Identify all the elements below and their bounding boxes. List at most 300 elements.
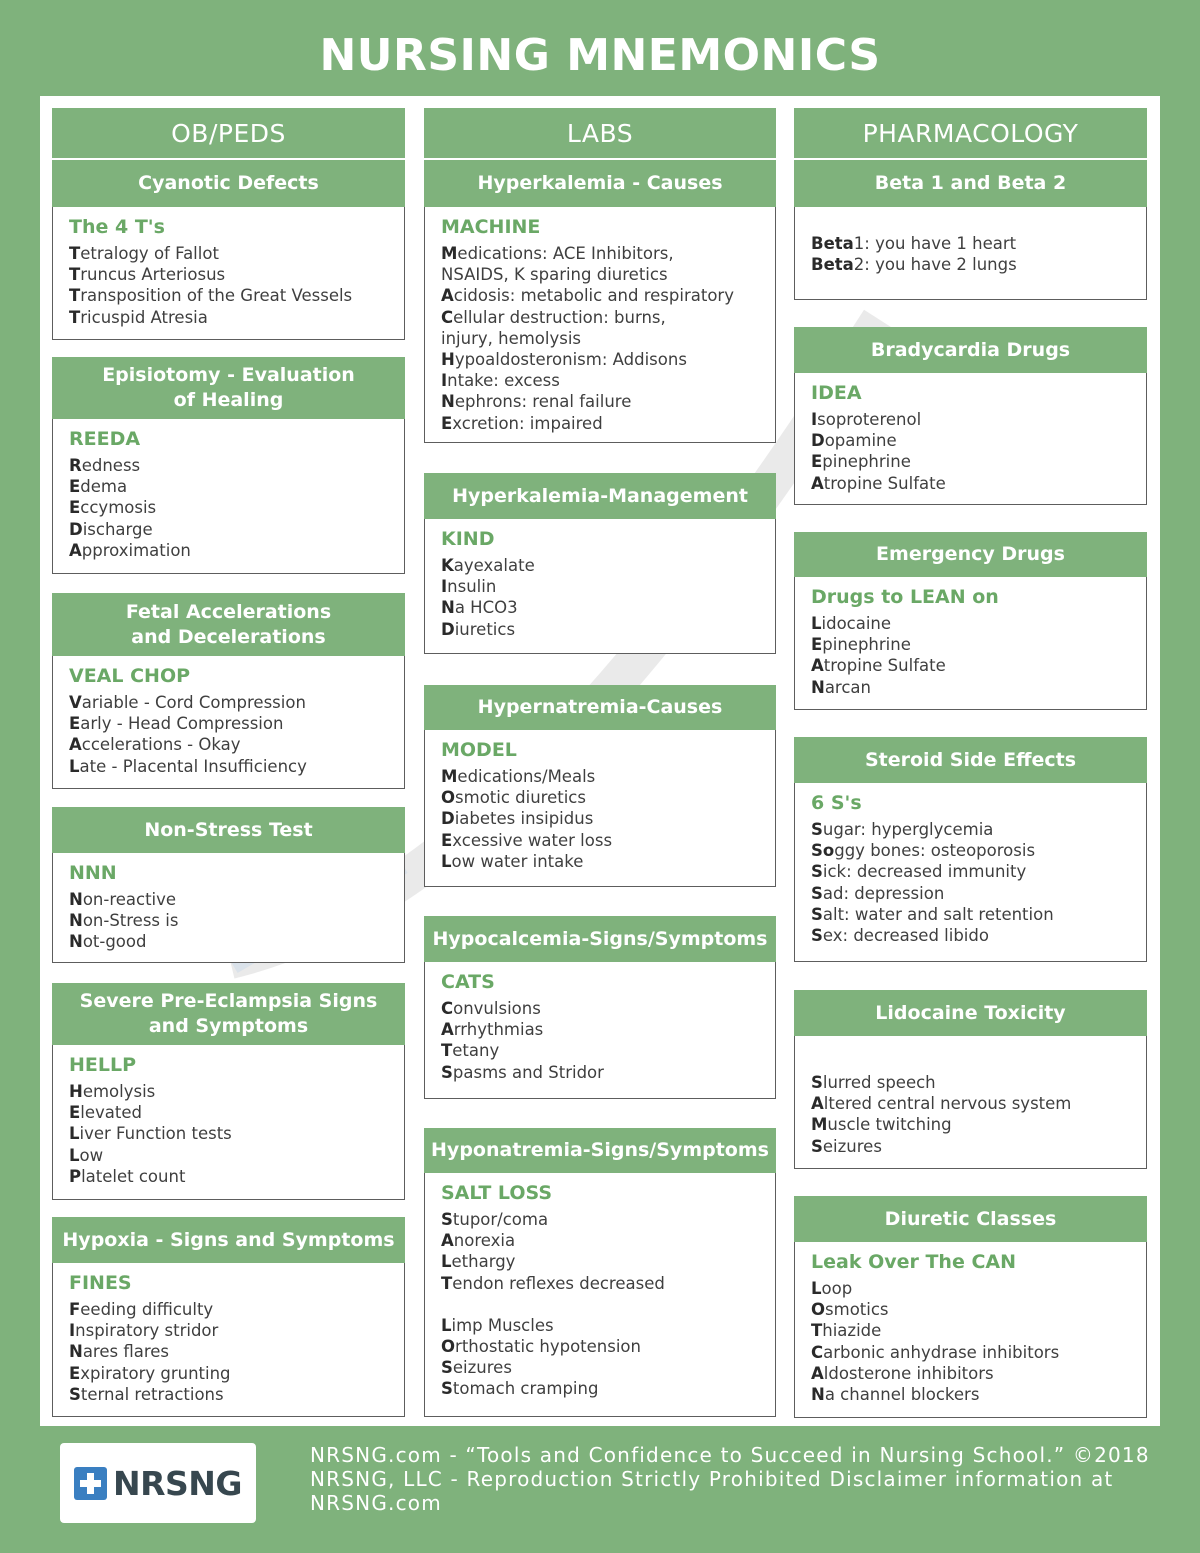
mnemonic-letter: A — [441, 1231, 454, 1251]
column-header-ob-peds: OB/PEDS — [52, 108, 405, 158]
mnemonic-letter: T — [69, 265, 81, 285]
mnemonic-letter: A — [811, 1094, 824, 1114]
list-item — [441, 830, 775, 851]
card-body-beta — [794, 207, 1147, 300]
card-title — [80, 989, 378, 1039]
card-body-lidocaine — [794, 1036, 1147, 1169]
card-body-cyanotic — [52, 207, 405, 340]
list-item — [69, 264, 404, 285]
list-item — [811, 904, 1146, 925]
list-item — [811, 451, 1146, 472]
mnemonic-letter: T — [811, 1321, 823, 1341]
list-item — [69, 1123, 404, 1144]
item-text: etany — [452, 1041, 500, 1061]
item-text: pproximation — [81, 540, 191, 560]
item-text: on-reactive — [82, 890, 177, 909]
mnemonic-heading: NNN — [69, 862, 117, 884]
list-item — [811, 1114, 1146, 1135]
mnemonic-heading: FINES — [69, 1272, 132, 1294]
list-item — [69, 1145, 404, 1166]
item-text: ccelerations - Okay — [81, 735, 241, 755]
mnemonic-letter: O — [441, 788, 456, 808]
card-title-line: of Healing — [173, 389, 284, 411]
mnemonic-letter: S — [811, 904, 823, 924]
item-text: endon reflexes decreased — [452, 1273, 665, 1293]
card-title: Beta 1 and Beta 2 — [874, 172, 1067, 194]
list-item — [441, 1209, 775, 1230]
mnemonic-letter: A — [69, 735, 82, 755]
list-item — [441, 597, 775, 618]
mnemonic-letter: R — [69, 456, 82, 475]
mnemonic-letter: C — [811, 1342, 824, 1362]
item-text: 1: you have 1 heart — [853, 234, 1017, 253]
item-text: norexia — [453, 1231, 516, 1251]
card-title: Cyanotic Defects — [138, 172, 319, 194]
item-text: a HCO3 — [454, 598, 518, 618]
list-item — [69, 540, 404, 561]
item-text: eizures — [452, 1358, 512, 1378]
mnemonic-letter: E — [811, 452, 823, 472]
mnemonic-letter: A — [69, 540, 82, 560]
list-item — [441, 349, 775, 370]
item-text: tropine Sulfate — [823, 473, 946, 493]
item-text: nsulin — [447, 577, 497, 597]
item-text: tropine Sulfate — [823, 656, 946, 676]
item-text: iuretics — [454, 619, 516, 639]
list-item — [441, 1251, 775, 1272]
list-item — [69, 1081, 404, 1102]
mnemonic-letter: E — [69, 477, 81, 497]
list-item — [441, 555, 775, 576]
list-item — [441, 1040, 775, 1061]
mnemonic-heading: Leak Over The CAN — [811, 1251, 1017, 1273]
item-text: runcus Arteriosus — [80, 265, 226, 285]
list-item — [811, 840, 1146, 861]
list-item — [811, 409, 1146, 430]
column-header-pharmacology: PHARMACOLOGY — [794, 108, 1147, 158]
card-body-preeclampsia — [52, 1045, 405, 1200]
list-item — [69, 497, 404, 518]
item-text: ephrons: renal failure — [454, 392, 632, 412]
item-text: ternal retractions — [80, 1384, 224, 1404]
mnemonic-letter: E — [441, 413, 453, 433]
mnemonic-letter: L — [69, 756, 80, 776]
item-text: soproterenol — [817, 410, 922, 429]
card-title-line: and Symptoms — [148, 1015, 309, 1037]
card-body-hypern_causes — [424, 730, 776, 887]
card-header-hypoxia — [52, 1217, 405, 1263]
mnemonic-letter: I — [69, 1321, 76, 1341]
mnemonic-letter: H — [441, 350, 455, 370]
item-text: tomach cramping — [452, 1379, 599, 1399]
item-text: lurred speech — [822, 1073, 936, 1092]
list-item — [811, 819, 1146, 840]
mnemonic-letter: T — [69, 244, 81, 263]
list-item — [811, 677, 1146, 698]
card-title — [126, 600, 331, 650]
mnemonic-heading: REEDA — [69, 428, 141, 450]
item-text: 2: you have 2 lungs — [853, 255, 1017, 275]
mnemonic-letter: K — [441, 556, 454, 575]
card-body-diuretic — [794, 1242, 1147, 1418]
logo-text: NRSNG — [112, 1463, 242, 1503]
mnemonic-letter: S — [811, 926, 823, 946]
item-text: dema — [80, 477, 128, 497]
item-text: ricuspid Atresia — [80, 307, 208, 327]
page-title: NURSING MNEMONICS — [319, 30, 881, 81]
mnemonic-letter: L — [441, 1252, 452, 1272]
item-text: ldosterone inhibitors — [823, 1363, 994, 1383]
mnemonic-heading: SALT LOSS — [441, 1182, 553, 1204]
item-text: NSAIDS, K sparing diuretics — [441, 265, 668, 285]
list-item — [811, 1136, 1146, 1157]
item-text: pinephrine — [822, 452, 911, 472]
item-text: alt: water and salt retention — [822, 904, 1054, 924]
list-item — [441, 1019, 775, 1040]
list-item — [811, 1072, 1146, 1093]
mnemonic-letter: E — [69, 1103, 81, 1123]
card-title: Steroid Side Effects — [864, 748, 1076, 771]
mnemonic-letter: C — [441, 999, 454, 1018]
item-text: ariable - Cord Compression — [81, 693, 306, 712]
card-title-line: Episiotomy - Evaluation — [102, 364, 355, 386]
list-item — [811, 254, 1146, 275]
item-text: edness — [81, 456, 141, 475]
card-header-diuretic — [794, 1196, 1147, 1242]
mnemonic-letter: M — [441, 244, 458, 263]
list-item — [811, 1278, 1146, 1299]
mnemonic-letter: S — [441, 1358, 453, 1378]
card-title: Lidocaine Toxicity — [875, 1001, 1066, 1024]
card-title: Emergency Drugs — [876, 543, 1065, 565]
card-body-steroid — [794, 783, 1147, 962]
mnemonic-letter: A — [441, 1020, 454, 1040]
mnemonic-letter: S — [441, 1210, 453, 1229]
list-item — [441, 851, 775, 872]
mnemonic-heading: KIND — [441, 528, 495, 550]
item-text: eeding difficulty — [80, 1300, 214, 1319]
mnemonic-letter: N — [69, 890, 83, 909]
list-item — [69, 476, 404, 497]
card-body-emergency — [794, 577, 1147, 710]
mnemonic-letter: S — [811, 820, 823, 839]
item-text: opamine — [824, 431, 897, 451]
item-text: xpiratory grunting — [80, 1363, 231, 1383]
item-text: uscle twitching — [827, 1115, 952, 1135]
mnemonic-heading: VEAL CHOP — [69, 665, 191, 687]
card-header-cyanotic — [52, 160, 405, 207]
mnemonic-letter: E — [69, 714, 81, 734]
mnemonic-letter: L — [69, 1124, 80, 1144]
item-text: ot-good — [82, 932, 147, 952]
mnemonic-heading: IDEA — [811, 382, 862, 404]
item-text: eizures — [822, 1136, 882, 1156]
item-text: rrhythmias — [453, 1020, 544, 1040]
mnemonic-letter: E — [69, 1363, 81, 1383]
mnemonic-letter: N — [69, 1342, 83, 1362]
card-title: Hyperkalemia - Causes — [477, 172, 723, 194]
mnemonic-letter: So — [811, 841, 835, 861]
list-item — [811, 1320, 1146, 1341]
item-text: smotics — [825, 1300, 889, 1320]
nrsng-logo[interactable] — [60, 1443, 256, 1523]
card-title: Hypernatremia-Causes — [477, 696, 723, 718]
list-item — [441, 1062, 775, 1083]
list-item — [441, 1273, 775, 1294]
card-body-episiotomy — [52, 419, 405, 574]
list-item — [811, 655, 1146, 676]
list-item — [441, 1357, 775, 1378]
card-body-hyperk_causes — [424, 207, 776, 443]
list-item — [69, 243, 404, 264]
list-item — [441, 391, 775, 412]
item-text: arly - Head Compression — [80, 714, 284, 734]
mnemonic-letter: S — [69, 1384, 81, 1404]
card-header-nst — [52, 807, 405, 853]
mnemonic-letter: P — [69, 1166, 82, 1186]
list-item — [441, 285, 775, 306]
card-title: Bradycardia Drugs — [870, 338, 1071, 361]
mnemonic-letter: T — [69, 286, 81, 306]
list-item — [811, 1299, 1146, 1320]
column-header-labs: LABS — [424, 108, 776, 158]
item-text: rthostatic hypotension — [455, 1337, 641, 1357]
list-item — [811, 883, 1146, 904]
card-body-hypoca — [424, 962, 776, 1099]
list-item — [441, 619, 775, 640]
list-item — [69, 889, 404, 910]
mnemonic-letter: L — [811, 1279, 822, 1298]
list-item — [441, 307, 775, 328]
card-header-hypern_causes — [424, 685, 776, 730]
list-item — [811, 1093, 1146, 1114]
item-text: iver Function tests — [79, 1124, 232, 1144]
card-header-hypoca — [424, 916, 776, 962]
list-item — [811, 861, 1146, 882]
mnemonic-letter: N — [69, 932, 83, 952]
item-text: on-Stress is — [82, 911, 179, 931]
mnemonic-letter: N — [811, 677, 825, 697]
list-item — [441, 998, 775, 1019]
card-title: Non-Stress Test — [144, 818, 313, 841]
item-text: arbonic anhydrase inhibitors — [823, 1342, 1060, 1362]
card-title: Hyperkalemia-Management — [452, 484, 748, 507]
mnemonic-letter: S — [441, 1062, 453, 1082]
card-header-brady — [794, 327, 1147, 373]
item-text: imp Muscles — [451, 1315, 554, 1335]
item-text: ntake: excess — [447, 371, 560, 391]
mnemonic-letter: O — [811, 1300, 826, 1320]
mnemonic-letter: D — [811, 431, 825, 451]
list-item — [811, 1363, 1146, 1384]
item-text: emolysis — [82, 1082, 156, 1101]
mnemonic-letter: M — [811, 1115, 828, 1135]
item-text: ypoaldosteronism: Addisons — [454, 350, 687, 370]
mnemonic-letter: M — [441, 767, 458, 786]
item-text: smotic diuretics — [455, 788, 586, 808]
list-item — [69, 713, 404, 734]
card-body-nst — [52, 853, 405, 963]
mnemonic-letter: I — [441, 371, 448, 391]
item-text: ethargy — [451, 1252, 516, 1272]
card-header-steroid — [794, 737, 1147, 783]
mnemonic-letter: D — [441, 809, 455, 829]
list-item — [69, 1363, 404, 1384]
item-text: levated — [80, 1103, 142, 1123]
list-item — [441, 1336, 775, 1357]
item-text: injury, hemolysis — [441, 328, 582, 348]
item-text: ares flares — [82, 1342, 170, 1362]
list-item — [811, 473, 1146, 494]
list-item — [69, 734, 404, 755]
item-text: pasms and Stridor — [452, 1062, 604, 1082]
mnemonic-letter: N — [441, 598, 455, 618]
mnemonic-letter: Beta — [811, 255, 854, 275]
list-item — [441, 243, 775, 264]
card-body-fetal — [52, 656, 405, 789]
item-text: idocaine — [821, 614, 892, 633]
list-item — [441, 1378, 775, 1399]
mnemonic-letter: S — [441, 1379, 453, 1399]
mnemonic-letter: S — [811, 1136, 823, 1156]
item-text: xcessive water loss — [452, 830, 613, 850]
list-item — [69, 1384, 404, 1405]
mnemonic-letter: L — [811, 614, 822, 633]
list-item — [441, 766, 775, 787]
mnemonic-letter: T — [441, 1273, 453, 1293]
item-text: ow water intake — [451, 851, 584, 871]
item-text: hiazide — [822, 1321, 882, 1341]
card-title: Diuretic Classes — [884, 1207, 1057, 1230]
item-text: ggy bones: osteoporosis — [834, 841, 1036, 861]
card-body-hyperk_mgmt — [424, 519, 776, 654]
mnemonic-heading: MACHINE — [441, 216, 541, 238]
spacer — [441, 1294, 775, 1315]
mnemonic-letter: T — [441, 1041, 453, 1061]
mnemonic-letter: F — [69, 1300, 81, 1319]
card-title-line: Fetal Accelerations — [125, 600, 332, 623]
mnemonic-heading: Drugs to LEAN on — [811, 586, 999, 608]
list-item — [441, 370, 775, 391]
mnemonic-letter: C — [441, 307, 454, 327]
card-header-fetal — [52, 593, 405, 656]
list-item — [441, 1315, 775, 1336]
list-item — [69, 931, 404, 952]
item-text: edications: ACE Inhibitors, — [457, 244, 674, 263]
item-text: pinephrine — [822, 635, 911, 655]
mnemonic-letter: D — [69, 519, 83, 539]
mnemonic-letter: L — [441, 1315, 452, 1335]
item-text: iabetes insipidus — [454, 809, 594, 829]
list-item — [811, 1342, 1146, 1363]
list-item — [69, 307, 404, 328]
list-item — [69, 910, 404, 931]
list-item — [69, 1299, 404, 1320]
mnemonic-letter: N — [69, 911, 83, 931]
item-text: ayexalate — [453, 556, 535, 575]
card-header-lidocaine — [794, 990, 1147, 1036]
mnemonic-heading: MODEL — [441, 739, 517, 761]
card-header-hyperk_causes — [424, 160, 776, 207]
card-body-hypoxia — [52, 1263, 405, 1417]
mnemonic-letter: I — [811, 410, 818, 429]
item-text: ccymosis — [80, 498, 157, 518]
list-item — [441, 808, 775, 829]
mnemonic-letter: O — [441, 1337, 456, 1357]
item-text: ischarge — [82, 519, 153, 539]
card-title: Hypocalcemia-Signs/Symptoms — [432, 927, 768, 950]
list-item — [811, 1384, 1146, 1405]
mnemonic-heading: CATS — [441, 971, 495, 993]
list-item — [441, 413, 775, 434]
list-item — [811, 634, 1146, 655]
mnemonic-letter: S — [811, 862, 823, 882]
list-item — [811, 233, 1146, 254]
item-text: cidosis: metabolic and respiratory — [453, 286, 734, 306]
item-text: ransposition of the Great Vessels — [80, 286, 353, 306]
list-item — [69, 1320, 404, 1341]
mnemonic-letter: A — [811, 473, 824, 493]
mnemonic-letter: H — [69, 1082, 83, 1101]
mnemonic-letter: E — [811, 635, 823, 655]
item-text: onvulsions — [453, 999, 541, 1018]
mnemonic-letter: V — [69, 693, 82, 712]
list-item — [69, 519, 404, 540]
card-header-hypona — [424, 1128, 776, 1173]
item-text: ate - Placental Insufficiency — [79, 756, 307, 776]
item-text: ad: depression — [822, 883, 945, 903]
list-item — [811, 925, 1146, 946]
mnemonic-letter: Beta — [811, 234, 854, 253]
plus-icon — [74, 1467, 107, 1500]
list-item — [69, 1341, 404, 1362]
card-title-line: Severe Pre-Eclampsia Signs — [79, 990, 378, 1012]
mnemonic-letter: E — [441, 830, 453, 850]
card-title: Hyponatremia-Signs/Symptoms — [431, 1139, 769, 1161]
item-text: a channel blockers — [824, 1385, 980, 1405]
list-item — [69, 1102, 404, 1123]
card-title: Hypoxia - Signs and Symptoms — [62, 1228, 395, 1251]
card-header-preeclampsia — [52, 983, 405, 1045]
item-text: ex: decreased libido — [822, 926, 989, 946]
list-item — [441, 264, 775, 285]
card-title — [102, 363, 355, 413]
item-text: edications/Meals — [457, 767, 596, 786]
list-item — [69, 455, 404, 476]
card-title-line: and Decelerations — [131, 625, 326, 648]
list-item — [441, 1230, 775, 1251]
mnemonic-heading: 6 S's — [811, 792, 862, 814]
list-item — [441, 576, 775, 597]
item-text: ow — [79, 1145, 104, 1165]
list-item — [69, 756, 404, 777]
mnemonic-letter: N — [441, 392, 455, 412]
mnemonic-letter: E — [69, 498, 81, 518]
item-text: xcretion: impaired — [452, 413, 603, 433]
card-body-brady — [794, 373, 1147, 505]
item-text: tupor/coma — [452, 1210, 549, 1229]
mnemonic-heading: The 4 T's — [69, 216, 165, 238]
card-body-hypona — [424, 1173, 776, 1417]
mnemonic-letter: N — [811, 1385, 825, 1405]
mnemonic-letter: S — [811, 883, 823, 903]
list-item — [69, 285, 404, 306]
mnemonic-letter: L — [441, 851, 452, 871]
mnemonic-letter: A — [811, 656, 824, 676]
list-item — [69, 1166, 404, 1187]
item-text: ugar: hyperglycemia — [822, 820, 994, 839]
list-item — [441, 328, 775, 349]
